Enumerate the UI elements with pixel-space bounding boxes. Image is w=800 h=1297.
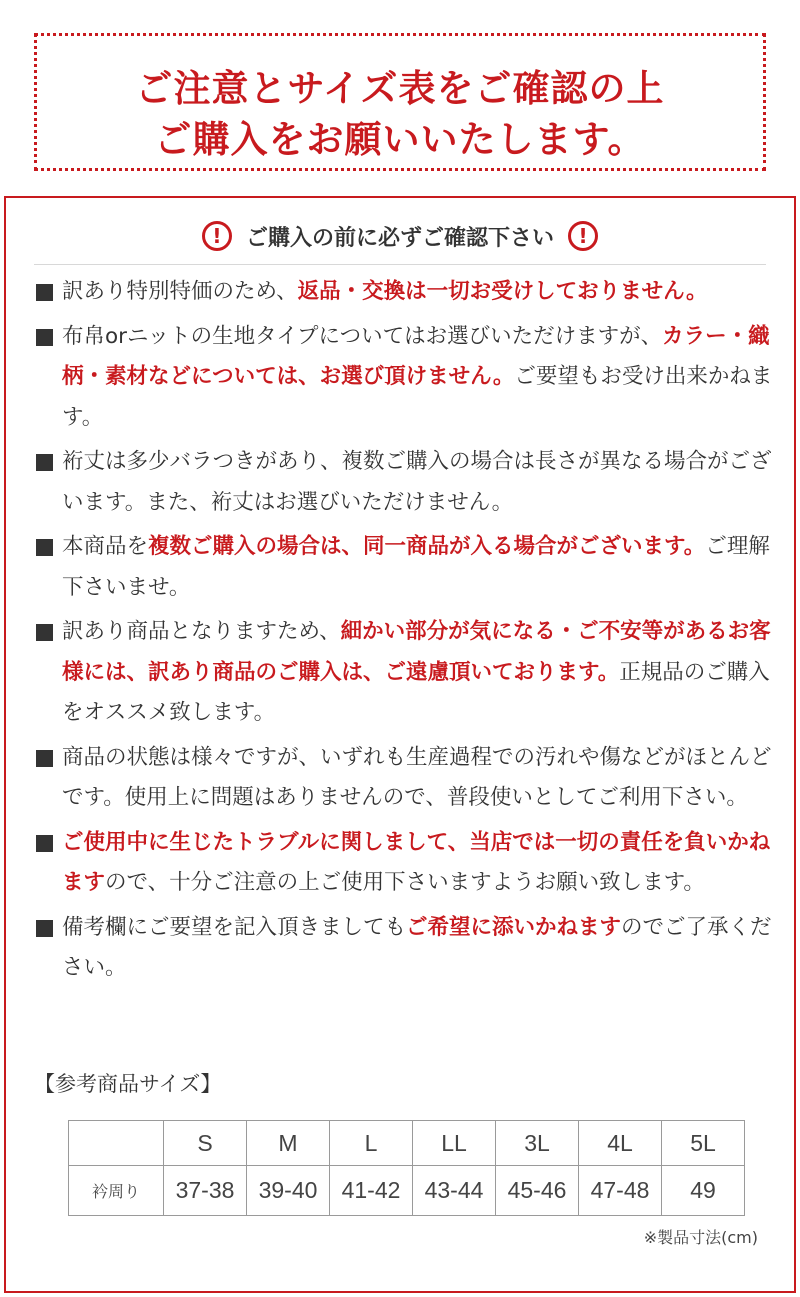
size-column-header: L — [330, 1121, 413, 1166]
size-column-header: M — [247, 1121, 330, 1166]
exclamation-icon: ! — [568, 221, 598, 251]
size-value-cell: 41-42 — [330, 1166, 413, 1216]
square-bullet-icon — [36, 750, 53, 767]
notice-text: 本商品を — [62, 534, 149, 559]
notice-text: 布帛orニットの生地タイプについてはお選びいただけますが、 — [62, 323, 663, 349]
size-value-cell: 43-44 — [413, 1166, 496, 1216]
size-value-cell: 49 — [662, 1166, 745, 1216]
size-row-label: 衿周り — [69, 1166, 164, 1216]
size-column-header: 5L — [662, 1121, 745, 1166]
notice-text: ので、十分ご注意の上ご使用下さいますようお願い致します。 — [105, 870, 705, 895]
notice-emphasis-text: 返品・交換は一切お受けしておりません。 — [297, 279, 708, 304]
size-table-corner — [69, 1121, 164, 1166]
notice-emphasis-text: ご使用中に生じたトラブルに関しまして、当店では一切の責任を負いかねます — [62, 829, 771, 895]
size-column-header: S — [164, 1121, 247, 1166]
square-bullet-icon — [36, 284, 53, 301]
notice-emphasis-text: 複数ご購入の場合は、同一商品が入る場合がございます。 — [148, 534, 706, 559]
size-section-heading: 【参考商品サイズ】 — [34, 1072, 222, 1096]
square-bullet-icon — [36, 539, 53, 556]
notice-emphasis-text: ご希望に添いかねます — [406, 914, 622, 940]
panel-header — [6, 214, 794, 258]
notice-text: 訳あり特別特価のため、 — [62, 279, 298, 304]
notice-item — [36, 738, 786, 819]
panel-title: ご購入の前に必ずご確認下さい — [245, 225, 554, 251]
notice-item — [36, 442, 786, 523]
top-notice-box — [34, 33, 766, 171]
notice-text: 裄丈は多少バラつきがあり、複数ご購入の場合は長さが異なる場合がございます。また、裄丈はお選びいただけません。 — [62, 449, 772, 515]
notice-text: ご要望もお受け出来かねます。 — [62, 364, 773, 430]
size-column-header: 4L — [579, 1121, 662, 1166]
size-table — [68, 1120, 745, 1216]
notice-emphasis-text: 細かい部分が気になる・ご不安等があるお客様には、訳あり商品のご購入は、ご遠慮頂いております。 — [62, 619, 771, 685]
notice-item — [36, 317, 786, 439]
notice-text: のでご了承ください。 — [62, 914, 772, 980]
notice-item — [36, 612, 786, 734]
size-value-cell: 47-48 — [579, 1166, 662, 1216]
notice-item — [36, 272, 786, 313]
notice-text: 備考欄にご要望を記入頂きましても — [62, 914, 407, 940]
exclamation-icon: ! — [202, 221, 232, 251]
square-bullet-icon — [36, 329, 53, 346]
notice-panel — [4, 196, 796, 1293]
size-value-row — [69, 1166, 745, 1216]
notice-text: ご理解下さいませ。 — [62, 534, 770, 600]
square-bullet-icon — [36, 624, 53, 641]
size-column-header: 3L — [496, 1121, 579, 1166]
header-divider — [34, 264, 766, 265]
top-notice-line-2: ご購入をお願いいたします。 — [154, 118, 646, 161]
square-bullet-icon — [36, 920, 53, 937]
notice-item — [36, 527, 786, 608]
top-notice-line-1: ご注意とサイズ表をご確認の上 — [135, 67, 665, 110]
unit-note: ※製品寸法(cm) — [643, 1228, 758, 1247]
square-bullet-icon — [36, 835, 53, 852]
size-value-cell: 39-40 — [247, 1166, 330, 1216]
size-value-cell: 37-38 — [164, 1166, 247, 1216]
notice-emphasis-text: カラー・織柄・素材などについては、お選び頂けません。 — [62, 323, 770, 389]
notice-text: 商品の状態は様々ですが、いずれも生産過程での汚れや傷などがほとんどです。使用上に問題はありませんので、普段使いとしてご利用下さい。 — [62, 744, 772, 810]
notice-item — [36, 908, 786, 989]
notice-text: 訳あり商品となりますため、 — [62, 619, 341, 644]
size-column-header: LL — [413, 1121, 496, 1166]
notice-item — [36, 823, 786, 904]
notes-list — [36, 272, 786, 993]
size-value-cell: 45-46 — [496, 1166, 579, 1216]
size-header-row — [69, 1121, 745, 1166]
notice-text: 正規品のご購入をオススメ致します。 — [62, 659, 770, 725]
square-bullet-icon — [36, 454, 53, 471]
